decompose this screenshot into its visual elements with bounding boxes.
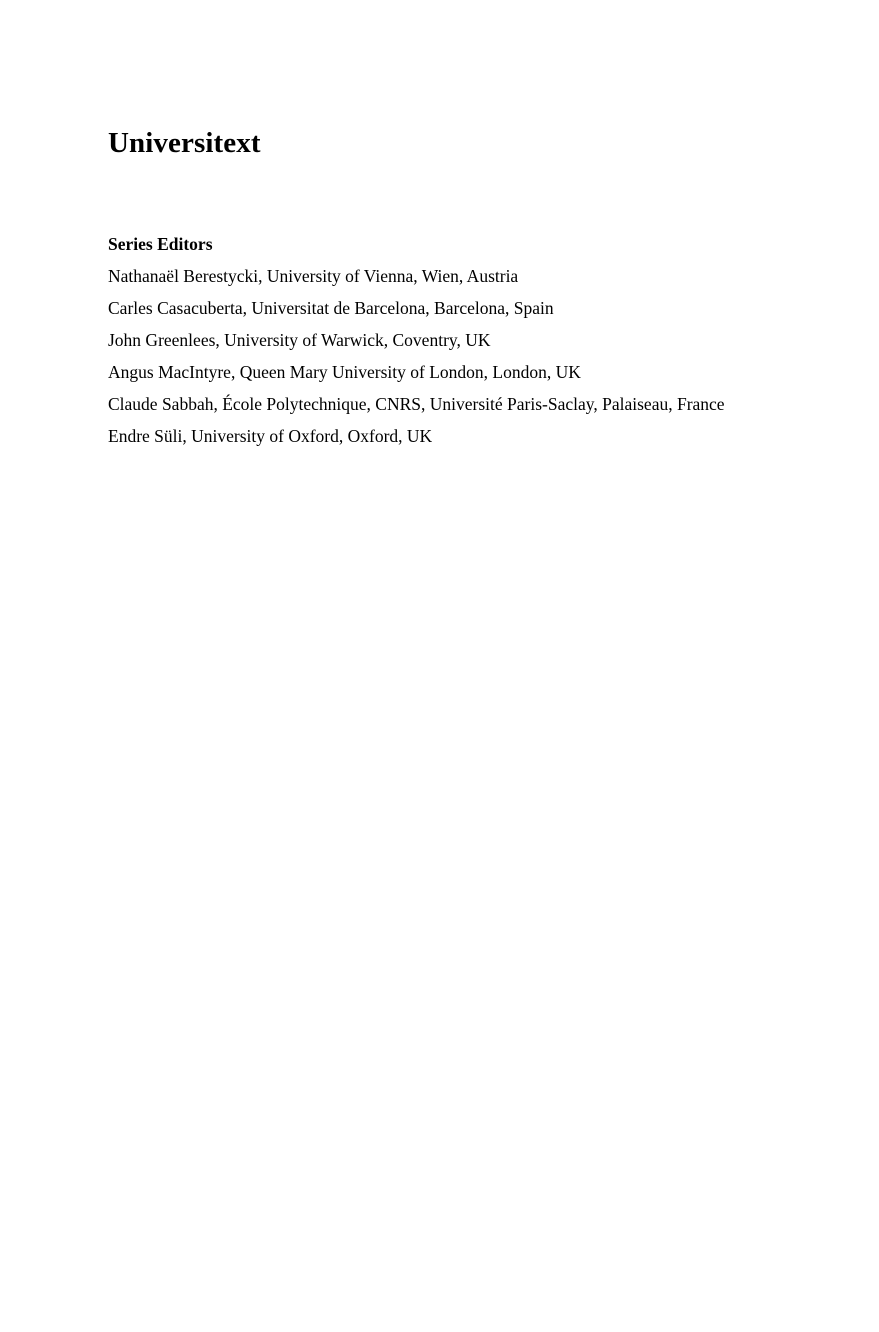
editor-entry: John Greenlees, University of Warwick, Coventry, UK — [108, 330, 491, 350]
editor-entry: Nathanaël Berestycki, University of Vienna, Wien, Austria — [108, 266, 519, 286]
series-title: Universitext — [108, 127, 261, 159]
editor-entry: Angus MacIntyre, Queen Mary University of London, London, UK — [108, 362, 581, 382]
series-editors-heading: Series Editors — [108, 234, 213, 254]
editor-entry: Endre Süli, University of Oxford, Oxford, UK — [108, 426, 433, 446]
editor-entry: Claude Sabbah, École Polytechnique, CNRS, Université Paris-Saclay, Palaiseau, France — [108, 394, 725, 414]
series-editors-section — [108, 233, 788, 447]
editor-list — [108, 265, 788, 447]
editor-entry: Carles Casacuberta, Universitat de Barcelona, Barcelona, Spain — [108, 298, 554, 318]
